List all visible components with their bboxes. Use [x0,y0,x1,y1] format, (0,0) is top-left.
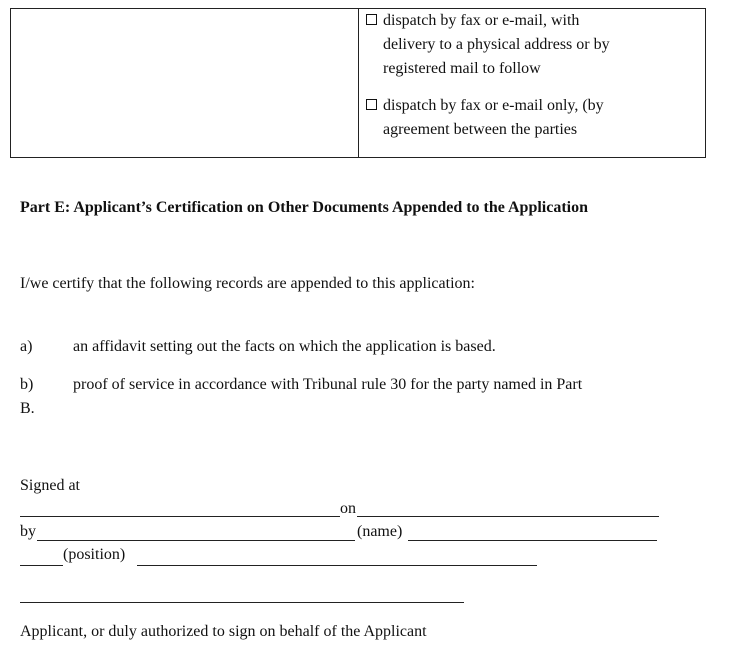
name-label: (name) [357,523,403,540]
option-text-line: dispatch by fax or e-mail only, (by [383,97,604,114]
checkbox-icon[interactable] [366,99,377,110]
on-label: on [340,500,356,517]
dispatch-option-only [383,94,683,142]
signer-line[interactable] [37,540,355,541]
checkbox-icon[interactable] [366,14,377,25]
position-line[interactable] [137,565,537,566]
signed-at-label: Signed at [20,477,80,494]
position-label: (position) [63,546,126,563]
option-text-line: registered mail to follow [383,60,541,77]
option-text-line: agreement between the parties [383,121,578,138]
part-e-heading: Part E: Applicant’s Certification on Other Documents Appended to the Application [20,199,589,216]
list-item-continuation: B. [20,400,35,417]
option-text-line: delivery to a physical address or by [383,36,610,53]
list-item-marker: a) [20,338,33,355]
signed-at-line[interactable] [20,516,340,517]
applicant-caption: Applicant, or duly authorized to sign on behalf of the Applicant [20,623,427,640]
date-line[interactable] [357,516,659,517]
list-item-marker: b) [20,376,34,393]
certification-intro: I/we certify that the following records are appended to this application: [20,275,475,292]
table-column-divider [358,9,359,157]
dispatch-option-with-followup [383,9,683,81]
applicant-signature-line[interactable] [20,602,464,603]
name-line[interactable] [408,540,657,541]
list-item-text: proof of service in accordance with Tribunal rule 30 for the party named in Part [73,376,583,393]
by-label: by [20,523,36,540]
position-prefix-line[interactable] [20,565,63,566]
option-text-line: dispatch by fax or e-mail, with [383,12,580,29]
list-item-text: an affidavit setting out the facts on which the application is based. [73,338,496,355]
